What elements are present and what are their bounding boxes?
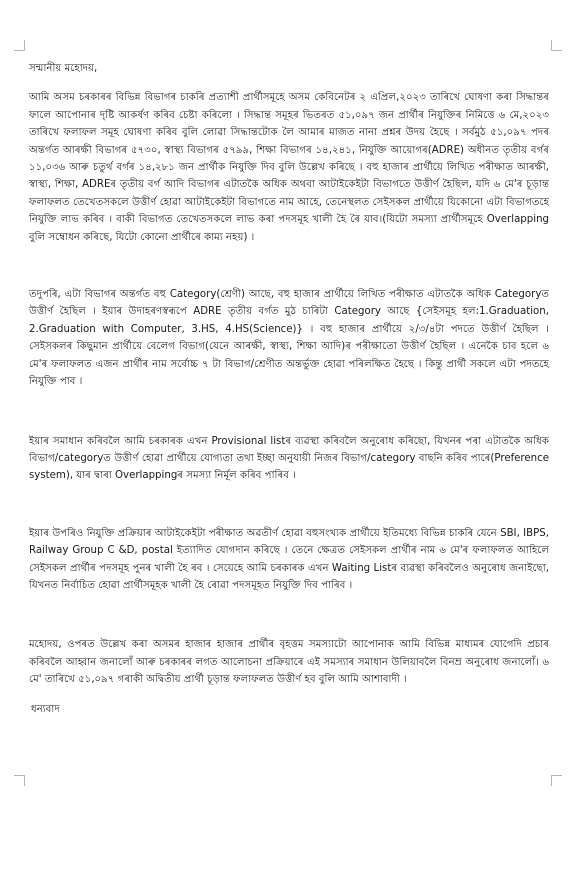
letter-salutation: সন্মানীয় মহোদয়,	[29, 63, 98, 74]
page-corner-mark	[14, 775, 25, 786]
letter-paragraph-3: ইয়াৰ সমাধান কৰিবলৈ আমি চৰকাৰক এখন Provisional listৰ ব্যৱস্থা কৰিবলৈ অনুৰোধ কৰিছো, যিখনৰ পৰা এটাতকৈ অধিক বিভাগ/categoryত উত্তীৰ্ণ হোৱা প্ৰাৰ্থীয়ে যোগ্যতা তথা ইচ্ছা অনুযায়ী নিজৰ বিভাগ/category বাছনি কৰিব পাৰে(Preference system), যাৰ দ্বাৰা Overlappingৰ সমস্যা নিৰ্মূল কৰিব পাৰিব ।	[29, 435, 549, 482]
page-corner-mark	[551, 40, 562, 51]
letter-paragraph-2: তদুপৰি, এটা বিভাগৰ অন্তৰ্গত বহু Category(শ্ৰেণী) আছে, বহু হাজাৰ প্ৰাৰ্থীয়ে লিখিত পৰীক্ষাত এটাতকৈ অধিক Categoryত উত্তীৰ্ণ হৈছিল । ইয়াৰ উদাহৰণস্বৰূপে ADRE তৃতীয় বৰ্গত মুঠ চাৰিটা Category আছে {সেইসমূহ হল:1.Graduation, 2.Graduation with Computer, 3.HS, 4.HS(Science)} । বহু হাজাৰ প্ৰাৰ্থীয়ে ২/৩/৪টা পদতে উত্তীৰ্ণ হৈছিল । সেইসকলৰ কিছুমান প্ৰাৰ্থীয়ে বেলেগ বিভাগ(যেনে আৰক্ষী, স্বাস্থ্য, শিক্ষা আদি)ৰ পৰীক্ষাতো উত্তীৰ্ণ হৈছিল । এনেকৈ চাব হলে ৬ মে'ৰ ফলাফলত এজন প্ৰাৰ্থীৰ নাম সৰ্বোচ্চ ৭ টা বিভাগ/শ্ৰেণীত অন্তৰ্ভুক্ত হোৱা পৰিলক্ষিত হৈছে । কিন্তু প্ৰাৰ্থী সকলে এটা পদতহে নিযুক্তি পাব ।	[29, 289, 549, 388]
page-corner-mark	[551, 775, 562, 786]
letter-closing: ধন্যবাদ	[31, 703, 60, 715]
page-corner-mark	[14, 40, 25, 51]
letter-body[interactable]	[29, 60, 549, 728]
letter-paragraph-4: ইয়াৰ উপৰিও নিযুক্তি প্ৰক্ৰিয়াৰ আটাইকেইটা পৰীক্ষাত অৱতীৰ্ণ হোৱা বহুসংখ্যক প্ৰাৰ্থীয়ে ইতিমধ্যে বিভিন্ন চাকৰি যেনে SBI, IBPS, Railway Group C &D, postal ইত্যাদিত যোগদান কৰিছে । তেনে ক্ষেত্ৰত সেইসকল প্ৰাৰ্থীৰ নাম ৬ মে'ৰ ফলাফলত আহিলে সেইসকল প্ৰাৰ্থীৰ পদসমূহ পুনৰ খালী হৈ ৰব । সেয়েহে আমি চৰকাৰক এখন Waiting Listৰ ব্যৱস্থা কৰিবলৈও অনুৰোধ জনাইছো, যিখনত নিৰ্বাচিত হোৱা প্ৰাৰ্থীসমূহক খালী হৈ ৰোৱা পদসমূহত নিযুক্তি দিব পাৰিব ।	[29, 527, 549, 591]
letter-paragraph-1: আমি অসম চৰকাৰৰ বিভিন্ন বিভাগৰ চাকৰি প্ৰত্যাশী প্ৰাৰ্থীসমূহে অসম কেবিনেটৰ ২ এপ্ৰিল,২০২৩ তাৰিখে ঘোষণা কৰা সিদ্ধান্তৰ ফালে আপোনাৰ দৃষ্টি আকৰ্ষণ কৰিব চেষ্টা কৰিলো । সিদ্ধান্ত সমূহৰ ভিতৰত ৫১,০৯৭ জন প্ৰাৰ্থীৰ নিযুক্তিৰ নিমিত্তে ৬ মে,২০২৩ তাৰিখে ফলাফল সমূহ ঘোষণা কৰিব বুলি লোৱা সিদ্ধান্তটোক লৈ আমাৰ মাজত নানা প্ৰশ্নৰ উদয় হৈছে । সৰ্বমুঠ ৫১,০৯৭ পদৰ অন্তৰ্গত আৰক্ষী বিভাগৰ ৫৭৩০, স্বাস্থ্য বিভাগৰ ৫৭৯৯, শিক্ষা বিভাগৰ ১৪,২৪১, নিযুক্তি আয়োগৰ(ADRE) অধীনত তৃতীয় বৰ্গৰ ১১,০৩৬ আৰু চতুৰ্থ বৰ্গৰ ১৪,২৮১ জন প্ৰাৰ্থীক নিযুক্তি দিব বুলি উল্লেখ কৰিছে । বহু হাজাৰ প্ৰাৰ্থীয়ে লিখিত পৰীক্ষাত আৰক্ষী, স্বাস্থ্য, শিক্ষা, ADREৰ তৃতীয় বৰ্গ আদি বিভাগৰ এটাতকৈ অধিক অথবা আটাইকেইটা বিভাগতে উত্তীৰ্ণ হৈছিল, যদি ৬ মে'ৰ চূড়ান্ত ফলাফলত তেখেতসকলে উত্তীৰ্ণ হোৱা আটাইকেইটা বিভাগতে নাম আহে, তেনেস্থলত সেইসকল প্ৰাৰ্থীয়ে যিকোনো এটা বিভাগতহে নিযুক্তি লাভ কৰিব । বাকী বিভাগত তেখেতসকলে লাভ কৰা পদসমূহ খালী হৈ ৰৈ যাব।(যিটো সমস্যা প্ৰাৰ্থীসমূহে Overlapping বুলি সম্বোধন কৰিছে, যিটো কোনো প্ৰাৰ্থীৰে কাম্য নহয়) ।	[29, 92, 549, 243]
letter-paragraph-5: মহোদয়, ওপৰত উল্লেখ কৰা অসমৰ হাজাৰ হাজাৰ প্ৰাৰ্থীৰ বৃহত্তম সমস্যাটো আপোনাক আমি বিভিন্ন মাধ্যমৰ যোগেদি প্ৰচাৰ কৰিবলৈ আহ্বান জনালোঁ আৰু চৰকাৰৰ লগত আলোচনা প্ৰক্ৰিয়াৰে এই সমস্যাৰ সমাধান উলিয়াবলৈ বিনম্ৰ অনুৰোধ জনালোঁ। ৬ মে' তাৰিখে ৫১,০৯৭ গৰাকী অদ্বিতীয় প্ৰাৰ্থী চূড়ান্ত ফলাফলত উত্তীৰ্ণ হব বুলি আমি আশাবাদী ।	[29, 639, 549, 686]
